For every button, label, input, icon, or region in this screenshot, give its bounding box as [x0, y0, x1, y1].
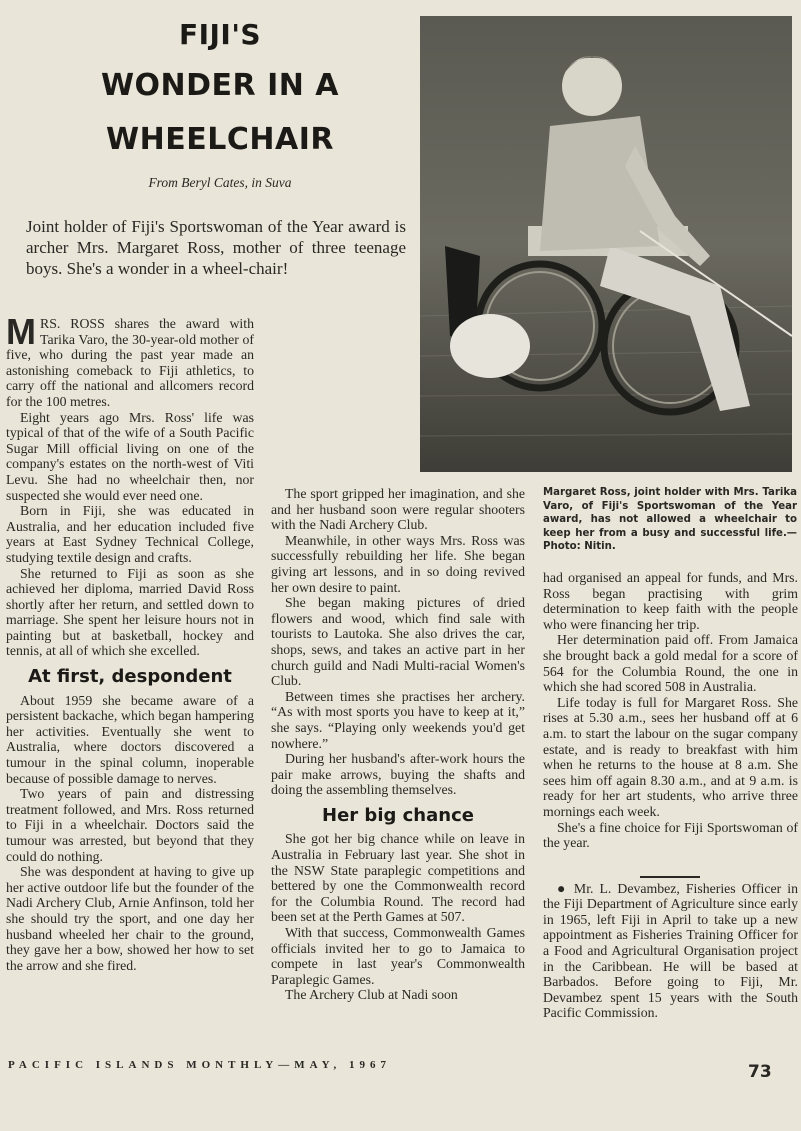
paragraph: She's a fine choice for Fiji Sportswoman of the year.	[543, 819, 798, 851]
bullet-icon: ●	[557, 880, 568, 896]
paragraph: Meanwhile, in other ways Mrs. Ross was successfully rebuilding her life. She began giving art lessons, and in so doing revived her own desire to paint.	[271, 532, 525, 595]
photo-woman-in-wheelchair	[420, 16, 792, 472]
headline-line-3: WHEELCHAIR	[106, 122, 334, 157]
paragraph: She got her big chance while on leave in Australia in February last year. She shot in the NSW State paraplegic competitions and bettered by one the Commonwealth record for the Columbia Round. The record had been set at the Perth Games at 507.	[271, 831, 525, 925]
paragraph: Eight years ago Mrs. Ross' life was typical of that of the wife of a South Pacific Sugar Mill official living on one of the company's estates on the north-west of Viti Levu. She had no wheelchair then, nor suspected she would ever need one.	[6, 409, 254, 503]
opening-paragraph: MRS. ROSS shares the award with Tarika Varo, the 30-year-old mother of five, who during the past year made an astonishing comeback to Fiji athletics, to carry off the national and allcomers record for the 100 metres.	[6, 311, 254, 409]
paragraph: She began making pictures of dried flowers and wood, which find sale with tourists to Lautoka. She also drives the car, shops, sews, and takes an active part in her church guild and Nadi Multi-racial Women's Club.	[271, 595, 525, 689]
article-column-2	[271, 486, 525, 1003]
subheading-at-first-despondent: At first, despondent	[28, 666, 232, 688]
subheading-her-big-chance: Her big chance	[322, 804, 474, 826]
paragraph: Life today is full for Margaret Ross. She rises at 5.30 a.m., sees her husband off at 6 a.m. to start the labour on the sugar company estate, and is ready to breakfast with him when he returns to the house at 8 a.m. She sees him off again 8.30 a.m., and at 9 a.m. is ready for her art students, who arrive three mornings each week.	[543, 694, 798, 819]
paragraph: About 1959 she became aware of a persistent backache, which began hampering her activities. Eventually she went to Australia, where doctors discovered a tumour in the spinal column, inoperable because of possible damage to nerves.	[6, 692, 254, 786]
paragraph: The sport gripped her imagination, and she and her husband soon were regular shooters with the Nadi Archery Club.	[271, 486, 525, 533]
paragraph: Between times she practises her archery. “As with most sports you have to keep at it,” she says. “Playing only weekends you'd get nowhere.”	[271, 688, 525, 751]
photo-caption: Margaret Ross, joint holder with Mrs. Tarika Varo, of Fiji's Sportswoman of the Year award, has not allowed a wheelchair to keep her from a busy and successful life.—Photo: Nitin.	[543, 487, 797, 553]
paragraph: With that success, Commonwealth Games officials invited her to go to Jamaica to compete in last year's Commonwealth Paraplegic Games.	[271, 925, 525, 987]
paragraph: She returned to Fiji as soon as she achieved her diploma, married David Ross shortly after her return, and settled down to marriage. She spent her leisure hours not in painting but at basketball, hockey and tennis, at all of which she excelled.	[6, 565, 254, 659]
paragraph: Her determination paid off. From Jamaica she brought back a gold medal for a score of 564 for the Columbia Round, the one in which she had scored 508 in Australia.	[543, 632, 798, 695]
article-photo	[420, 16, 792, 472]
paragraph: Born in Fiji, she was educated in Australia, and her education included five years at East Sydney Technical College, studying textile design and crafts.	[6, 503, 254, 565]
paragraph: had organised an appeal for funds, and Mrs. Ross began practising with grim determination to keep faith with the people who were financing her trip.	[543, 570, 798, 632]
lede-paragraph: Joint holder of Fiji's Sportswoman of the Year award is archer Mrs. Margaret Ross, mother of three teenage boys. She's a wonder in a wheel-chair!	[26, 217, 406, 278]
headline-line-1: FIJI'S	[178, 18, 262, 51]
drop-cap: M	[6, 311, 36, 352]
byline: From Beryl Cates, in Suva	[148, 175, 292, 190]
paragraph: Two years of pain and distressing treatment followed, and Mrs. Ross returned to Fiji in a wheelchair. Doctors said the tumour was arrested, but beyond that they could do nothing.	[6, 786, 254, 864]
news-brief-paragraph: ● Mr. L. Devambez, Fisheries Officer in the Fiji Department of Agriculture since early in 1965, left Fiji in April to take up a new appointment as Fisheries Training Officer for a Food and Agricultural Organisation project in the Caribbean. He will be based at Barbados. Before going to Fiji, Mr. Devambez spent 15 years with the South Pacific Commission.	[543, 880, 798, 1021]
paragraph: The Archery Club at Nadi soon	[285, 987, 458, 1003]
headline-line-2: WONDER IN A	[100, 68, 340, 103]
article-column-1	[6, 311, 254, 973]
article-column-3	[543, 570, 798, 1021]
page-footer: PACIFIC ISLANDS MONTHLY—MAY, 1967	[8, 1059, 391, 1071]
paragraph: She was despondent at having to give up her active outdoor life but the founder of the Nadi Archery Club, Arnie Anfinson, told her she should try the sport, and one day her husband wheeled her chair to the ground, they gave her a bow, showed her how to set the arrow and she fired.	[6, 864, 254, 973]
page-number: 73	[748, 1062, 772, 1082]
section-divider	[640, 876, 700, 878]
paragraph: During her husband's after-work hours the pair make arrows, buying the shafts and doing the assembling themselves.	[271, 751, 525, 798]
